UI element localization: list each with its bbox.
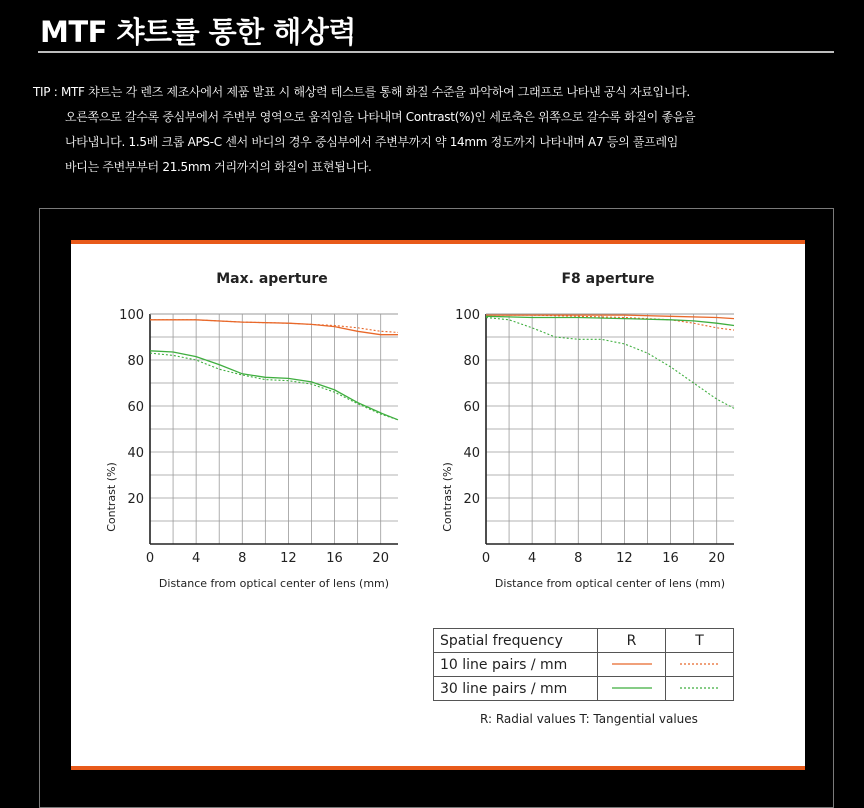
swatch-10-t [678,659,722,669]
chart1-series-10-r [150,320,398,335]
legend-swatch-30-t [666,677,734,701]
chart2-x-label: Distance from optical center of lens (mm) [494,577,726,590]
tip-line-4: 바디는 주변부부터 21.5mm 거리까지의 화질이 표현됩니다. [65,160,372,174]
chart1-x-tick-label: 12 [280,551,297,566]
legend-table [433,628,734,701]
chart2-y-tick-label: 40 [463,446,480,461]
page-title: MTF 챠트를 통한 해상력 [40,15,356,49]
chart1-x-tick-label: 8 [238,551,247,566]
chart2-y-tick-label: 60 [463,400,480,415]
chart1-x-tick-label: 16 [326,551,343,566]
legend-row-30: 30 line pairs / mm [434,677,598,701]
chart1-y-tick-label: 40 [127,446,144,461]
legend-col-t: T [666,629,734,653]
chart2-y-tick-label: 20 [463,492,480,507]
chart2-x-tick-label: 12 [616,551,633,566]
legend-note: R: Radial values T: Tangential values [480,712,698,726]
chart2-x-tick-label: 0 [481,551,491,566]
legend-col-r: R [598,629,666,653]
chart1-series-10-t [150,320,398,333]
tip-line-2: 오른쪽으로 갈수록 중심부에서 주변부 영역으로 움직임을 나타내며 Contrast(%)인 세로축은 위쪽으로 갈수록 화질이 좋음을 [65,110,696,124]
legend-row-10: 10 line pairs / mm [434,653,598,677]
chart1-series-30-r [150,351,398,420]
chart1-series-30-t [150,353,398,420]
legend-swatch-10-r [598,653,666,677]
swatch-30-t [678,683,722,693]
legend-swatch-30-r [598,677,666,701]
chart2-x-tick-label: 16 [662,551,679,566]
chart1-x-label: Distance from optical center of lens (mm) [158,577,390,590]
chart1-y-tick-label: 20 [127,492,144,507]
chart2-x-tick-label: 4 [527,551,537,566]
swatch-30-r [610,683,654,693]
chart1-y-tick-label: 100 [119,308,144,323]
tip-line-3: 나타냅니다. 1.5배 크롭 APS-C 센서 바디의 경우 중심부에서 주변부까지 약 14mm 정도까지 나타내며 A7 등의 풀프레임 [65,135,679,149]
chart2-x-tick-label: 20 [708,551,725,566]
legend-swatch-10-t [666,653,734,677]
chart1-title: Max. aperture [216,271,328,287]
chart2-series-30-t [486,318,734,409]
chart1-y-tick-label: 60 [127,400,144,415]
chart2-title: F8 aperture [561,271,655,287]
chart2-y-label: Contrast (%) [441,462,454,532]
chart1-y-label: Contrast (%) [105,462,118,532]
chart1-y-tick-label: 80 [127,354,144,369]
tip-line-1: TIP : MTF 챠트는 각 렌즈 제조사에서 제품 발표 시 해상력 테스트를 통해 화질 수준을 파악하여 그래프로 나타낸 공식 자료입니다. [33,85,690,99]
swatch-10-r [610,659,654,669]
chart1-x-tick-label: 4 [191,551,201,566]
chart1-x-tick-label: 20 [372,551,389,566]
legend-header: Spatial frequency [434,629,598,653]
chart2-y-tick-label: 100 [455,308,480,323]
chart2-series-30-r [486,316,734,325]
chart1-x-tick-label: 0 [145,551,155,566]
chart2-y-tick-label: 80 [463,354,480,369]
chart2-x-tick-label: 8 [574,551,583,566]
